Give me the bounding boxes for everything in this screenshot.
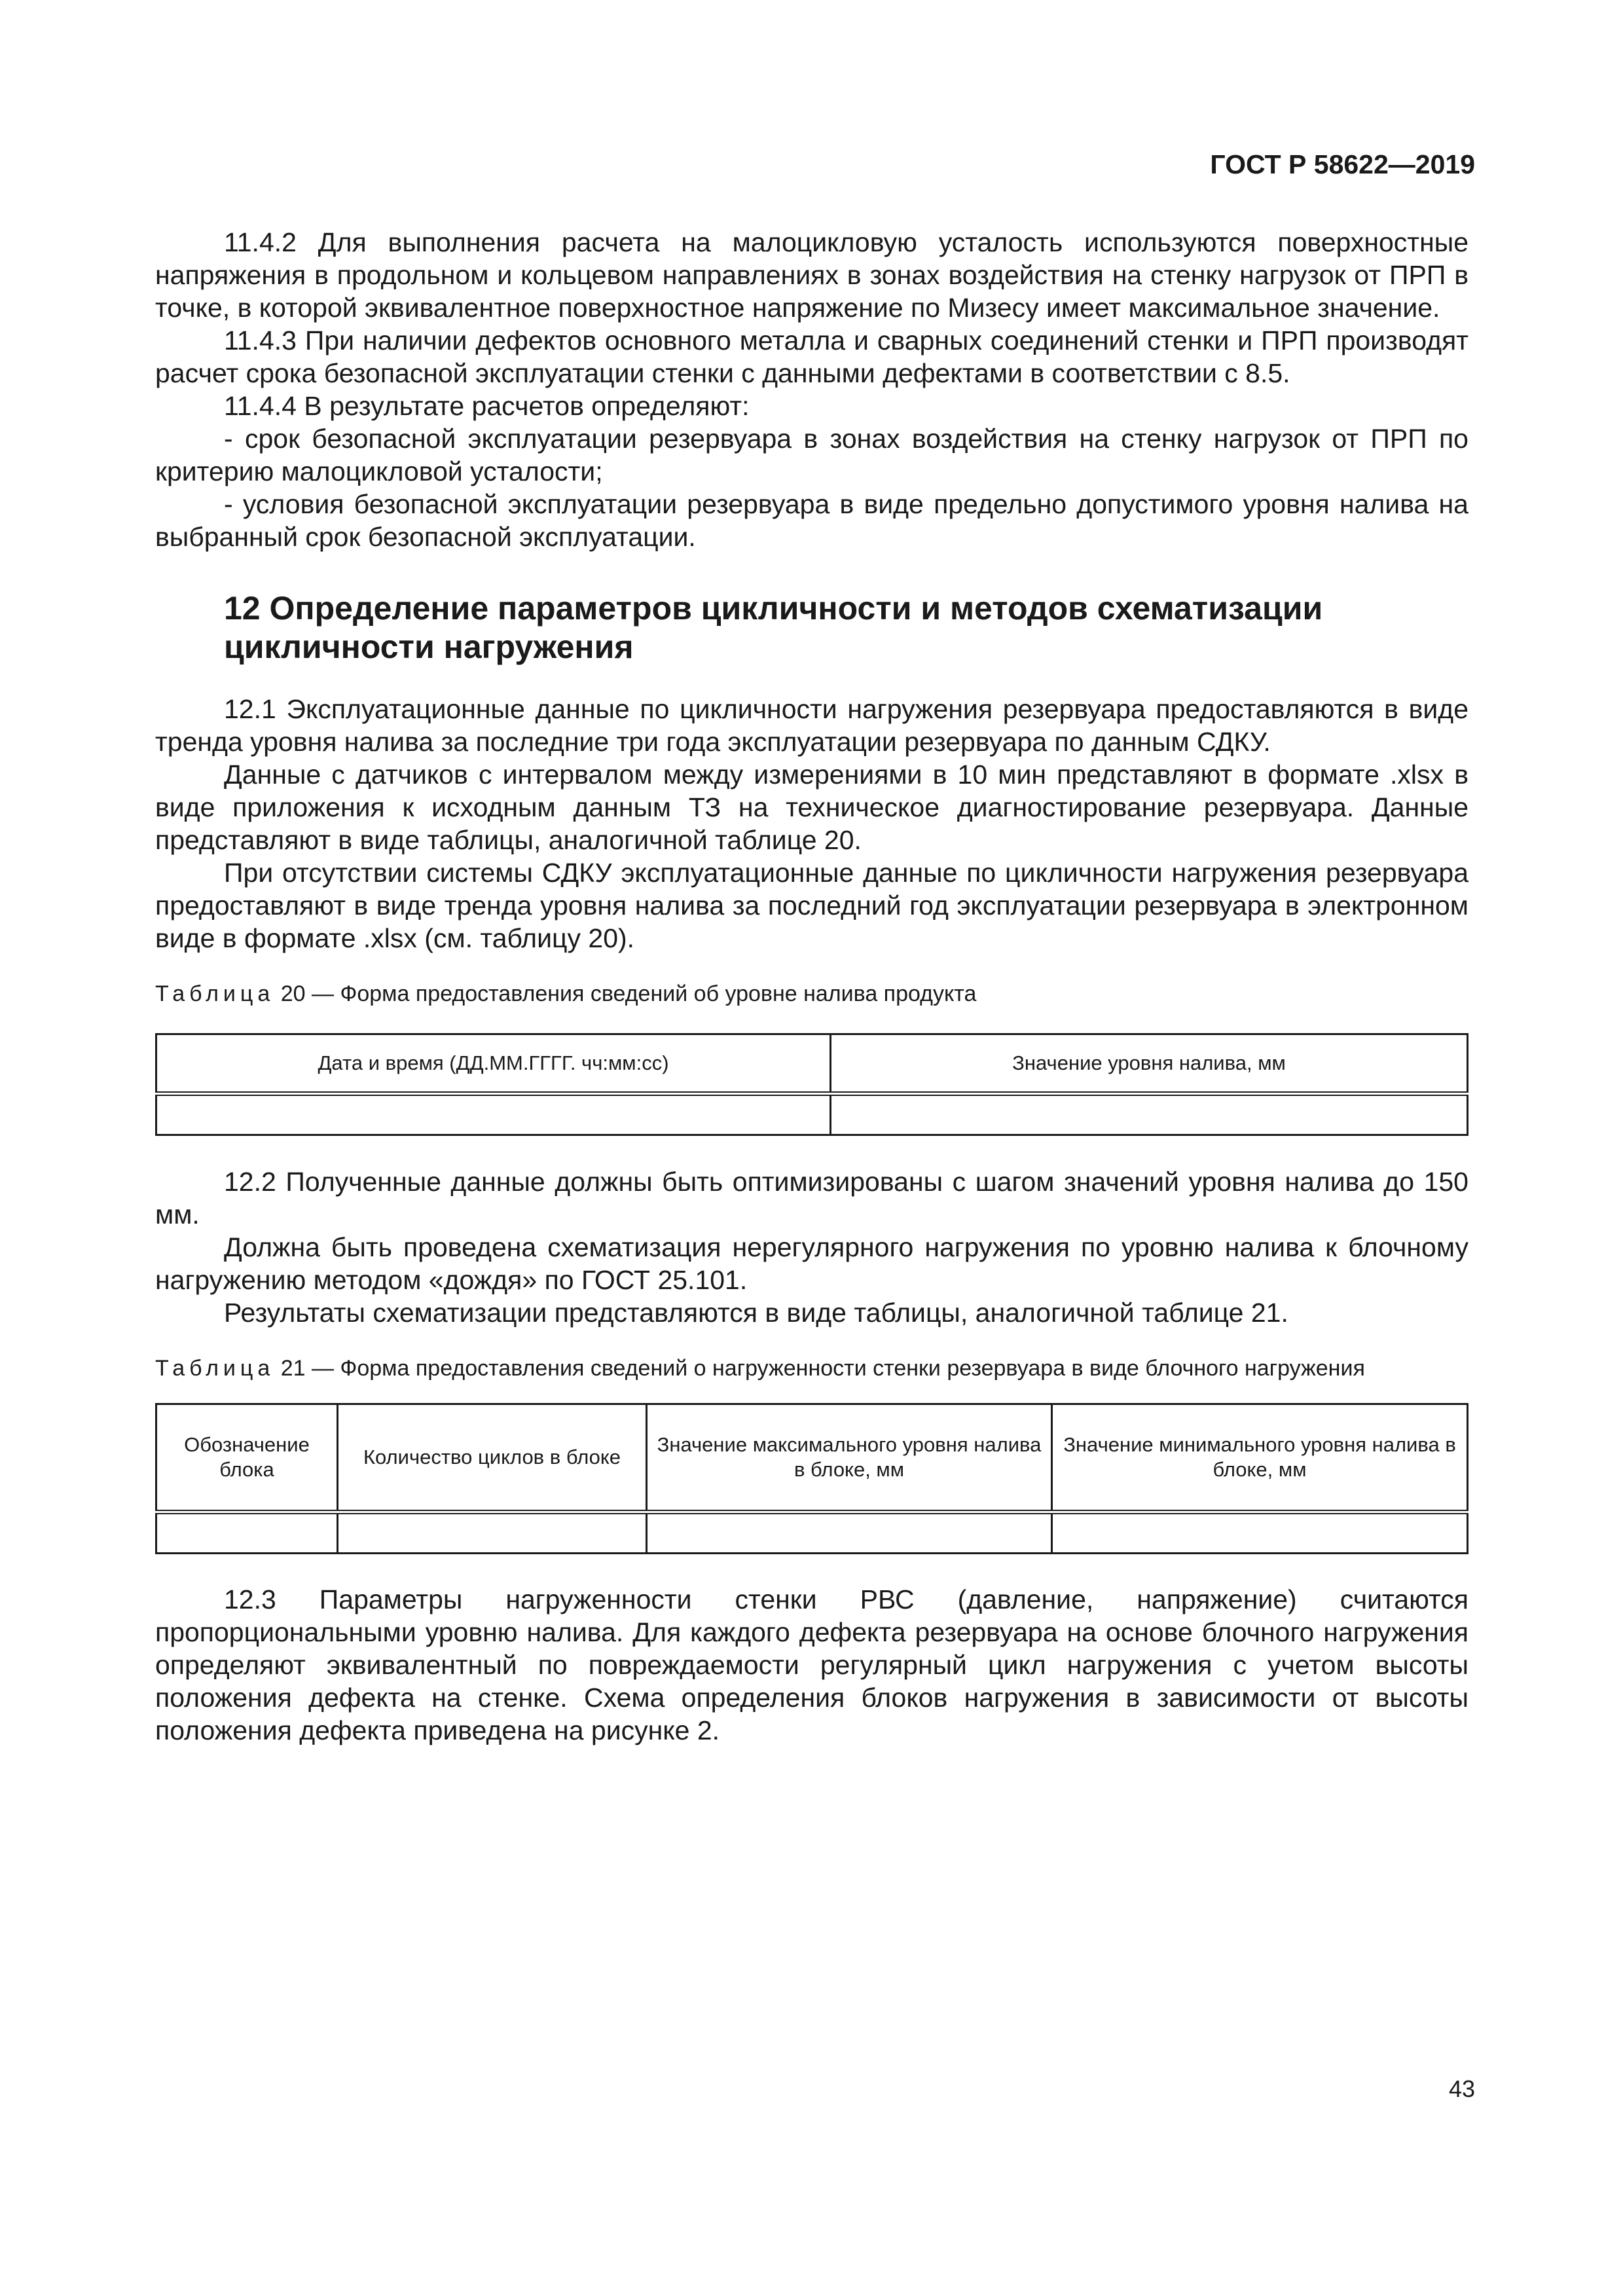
paragraph-12-3: 12.3 Параметры нагруженности стенки РВС (давление, напряжение) считаются пропорциональными уровню налива. Для каждого дефекта резервуара на основе блочного нагружения определяют эквивалентный по повреждаемости регулярный цикл нагружения с учетом высоты положения дефекта на стенке. Схема определения блоков нагружения в зависимости от высоты положения дефекта приведена на рисунке 2. (155, 1584, 1468, 1745)
table-row (156, 1094, 1468, 1135)
table-21-title: 21 — Форма предоставления сведений о нагруженности стенки резервуара в виде блочного нагружения (280, 1356, 1365, 1381)
list-item-safe-conditions: - условия безопасной эксплуатации резервуара в виде предельно допустимого уровня налива на выбранный срок безопасной эксплуатации. (155, 489, 1468, 552)
document-code: ГОСТ Р 58622—2019 (1210, 149, 1475, 179)
column-header-datetime: Дата и время (ДД.ММ.ГГГГ. чч:мм:сс) (156, 1034, 831, 1094)
column-header-fill-level: Значение уровня налива, мм (831, 1034, 1468, 1094)
table-cell (156, 1094, 831, 1135)
table-cell (1052, 1512, 1468, 1554)
paragraph-12-1: 12.1 Эксплуатационные данные по цикличности нагружения резервуара предоставляются в виде тренда уровня налива за последние три года эксплуатации резервуара по данным СДКУ. (155, 694, 1468, 757)
table-20 (155, 1033, 1468, 1136)
column-header-cycle-count: Количество циклов в блоке (338, 1404, 647, 1512)
table-cell (338, 1512, 647, 1554)
paragraph-rainflow: Должна быть проведена схематизация нерегулярного нагружения по уровню налива к блочному нагружению методом «дождя» по ГОСТ 25.101. (155, 1232, 1468, 1295)
table-cell (647, 1512, 1052, 1554)
section-12-heading: 12 Определение параметров цикличности и методов схематизации цикличности нагружения (224, 590, 1323, 665)
table-row (156, 1512, 1468, 1554)
column-header-block-id: Обозначение блока (156, 1404, 338, 1512)
page-number: 43 (1448, 2075, 1475, 2102)
paragraph-12-2: 12.2 Полученные данные должны быть оптимизированы с шагом значений уровня налива до 150 мм. (155, 1167, 1468, 1230)
table-label: Таблица (155, 1356, 275, 1381)
table-cell (831, 1094, 1468, 1135)
table-cell (156, 1512, 338, 1554)
table-20-title: 20 — Форма предоставления сведений об уровне налива продукта (280, 981, 977, 1006)
section-11-text (155, 226, 1468, 553)
column-header-min-level: Значение минимального уровня налива в блоке, мм (1052, 1404, 1468, 1512)
section-12-3-text (155, 1583, 1468, 1747)
paragraph-sensor-data: Данные с датчиков с интервалом между измерениями в 10 мин представляют в формате .xlsx в виде приложения к исходным данным ТЗ на техническое диагностирование резервуара. Данные представляют в виде таблицы, аналогичной таблице 20. (155, 759, 1468, 855)
paragraph-results: Результаты схематизации представляются в виде таблицы, аналогичной таблице 21. (224, 1298, 1288, 1328)
table-21 (155, 1403, 1468, 1554)
paragraph-11-4-2: 11.4.2 Для выполнения расчета на малоцикловую усталость используются поверхностные напряжения в продольном и кольцевом направлениях в зонах воздействия на стенку нагрузок от ПРП в точке, в которой эквивалентное поверхностное напряжение по Мизесу имеет максимальное значение. (155, 227, 1468, 323)
paragraph-11-4-3: 11.4.3 При наличии дефектов основного металла и сварных соединений стенки и ПРП производят расчет срока безопасной эксплуатации стенки с данными дефектами в соответствии с 8.5. (155, 325, 1468, 388)
table-label: Таблица (155, 981, 275, 1006)
paragraph-11-4-4: 11.4.4 В результате расчетов определяют: (224, 391, 750, 421)
paragraph-no-sdku: При отсутствии системы СДКУ эксплуатационные данные по цикличности нагружения резервуара предоставляют в виде тренда уровня налива за последний год эксплуатации резервуара в электронном виде в формате .xlsx (см. таблицу 20). (155, 858, 1468, 953)
column-header-max-level: Значение максимального уровня налива в блоке, мм (647, 1404, 1052, 1512)
section-12-1-text (155, 693, 1468, 955)
section-12-2-text (155, 1165, 1468, 1329)
list-item-service-life: - срок безопасной эксплуатации резервуара в зонах воздействия на стенку нагрузок от ПРП по критерию малоцикловой усталости; (155, 424, 1468, 486)
table-20-caption (155, 981, 976, 1007)
table-21-caption (155, 1355, 1365, 1381)
